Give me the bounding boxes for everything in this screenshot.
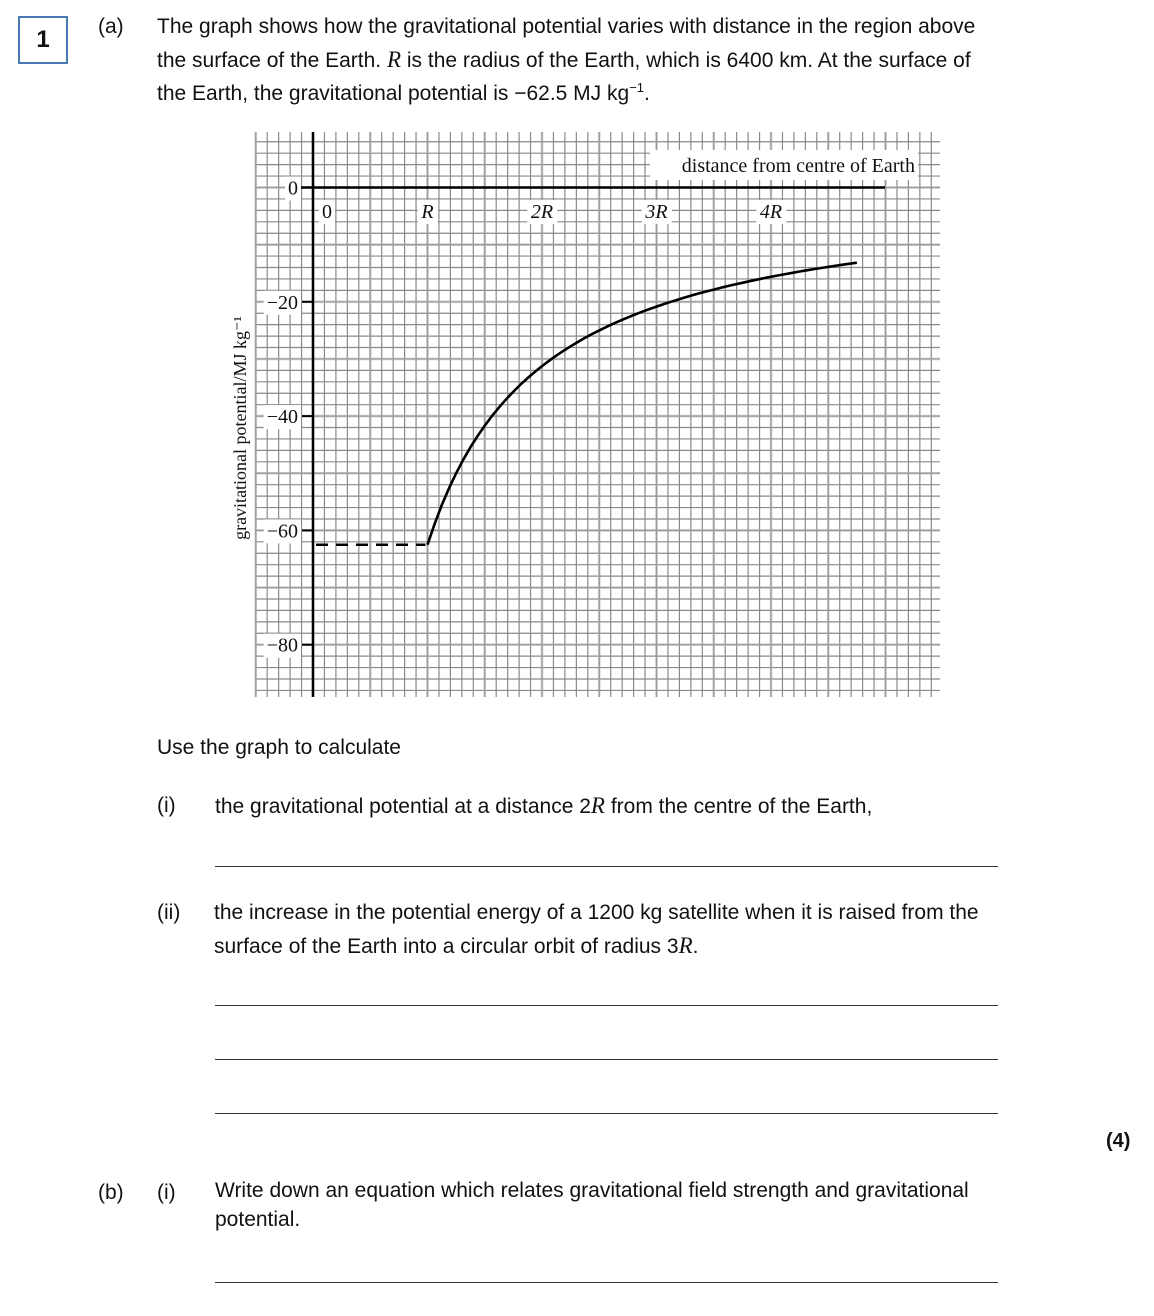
y-axis-title: gravitational potential/MJ kg⁻¹ bbox=[230, 316, 250, 540]
part-b-label: (b) bbox=[98, 1181, 124, 1204]
sub-i-label: (i) bbox=[157, 794, 176, 817]
x-tick-label: R bbox=[421, 201, 434, 223]
intro-line-3: the Earth, the gravitational potential is −62.5 MJ $kg^{-1}$. bbox=[157, 80, 650, 105]
sub-i-text: the gravitational potential at a distance 2R from the centre of the Earth, bbox=[215, 793, 873, 818]
part-a-label: (a) bbox=[98, 15, 124, 38]
answer-line-a-ii-1[interactable] bbox=[215, 1005, 998, 1006]
grid-minor bbox=[255, 132, 940, 697]
intro-line-1: The graph shows how the gravitational potential varies with distance in the region above bbox=[157, 15, 976, 38]
x-tick-label: 0 bbox=[322, 201, 332, 223]
y-tick-label: 0 bbox=[288, 177, 298, 200]
question-number: 1 bbox=[36, 26, 50, 53]
answer-line-a-ii-2[interactable] bbox=[215, 1059, 998, 1060]
answer-line-b-i[interactable] bbox=[215, 1282, 998, 1283]
part-b-sub-i-label: (i) bbox=[157, 1181, 176, 1204]
sub-ii-label: (ii) bbox=[157, 901, 181, 924]
potential-curve bbox=[428, 263, 857, 545]
y-tick-label: −20 bbox=[266, 291, 298, 314]
answer-line-a-ii-3[interactable] bbox=[215, 1113, 998, 1114]
intro-line-2: the surface of the Earth. R is the radius of the Earth, which is 6400 km. At the surface of bbox=[157, 47, 971, 72]
sub-ii-text: the increase in the potential energy of a 1200 kg satellite when it is raised from the surface of the Earth into a circular orbit of radius 3R. bbox=[214, 901, 979, 958]
x-tick-label: 2R bbox=[530, 201, 554, 223]
x-axis-title: distance from centre of Earth bbox=[681, 155, 915, 177]
answer-line-a-i[interactable] bbox=[215, 866, 998, 867]
grid-major bbox=[255, 132, 940, 697]
use-graph-instruction: Use the graph to calculate bbox=[157, 736, 401, 759]
y-tick-label: −60 bbox=[266, 520, 298, 543]
marks-a: (4) bbox=[1106, 1130, 1131, 1152]
y-tick-label: −80 bbox=[266, 634, 298, 657]
part-b-sub-i-text: Write down an equation which relates gravitational field strength and gravitational potential. bbox=[215, 1179, 969, 1231]
x-tick-label: 4R bbox=[759, 201, 783, 223]
x-tick-label: 3R bbox=[645, 201, 668, 223]
y-tick-label: −40 bbox=[266, 406, 298, 429]
